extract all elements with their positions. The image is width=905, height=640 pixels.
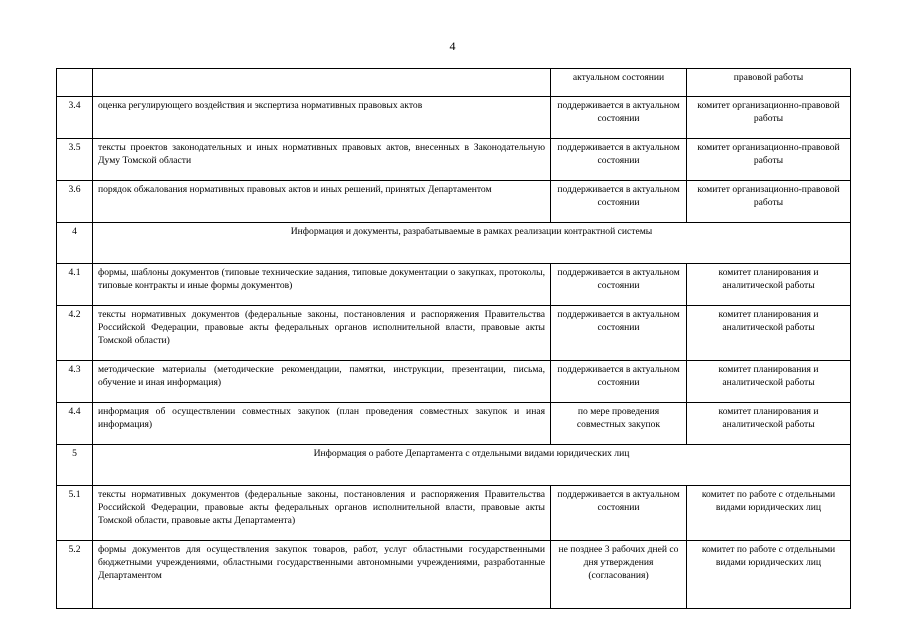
section-title: Информация и документы, разрабатываемые в рамках реализации контрактной системы [93, 223, 851, 264]
table-row [57, 361, 851, 403]
row-responsible: комитет планирования и аналитической работы [687, 403, 851, 445]
row-description: оценка регулирующего воздействия и экспертиза нормативных правовых актов [93, 97, 551, 139]
row-number: 3.5 [57, 139, 93, 181]
table-row [57, 306, 851, 361]
row-description: методические материалы (методические рекомендации, памятки, инструкции, презентации, письма, обучение и иная информация) [93, 361, 551, 403]
row-description [93, 69, 551, 97]
row-status: поддерживается в актуальном состоянии [551, 306, 687, 361]
row-description: порядок обжалования нормативных правовых актов и иных решений, принятых Департаментом [93, 181, 551, 223]
row-number: 3.4 [57, 97, 93, 139]
row-description: формы, шаблоны документов (типовые технические задания, типовые документации о закупках, протоколы, типовые контракты и иные формы документов) [93, 264, 551, 306]
row-number [57, 69, 93, 97]
section-row [57, 445, 851, 486]
row-number: 3.6 [57, 181, 93, 223]
row-responsible: комитет организационно-правовой работы [687, 181, 851, 223]
row-description: тексты нормативных документов (федеральные законы, постановления и распоряжения Правительства Российской Федерации, правовые акты федеральных органов исполнительной власти, правовые акты Томской области, правовые акты Департамента) [93, 486, 551, 541]
row-status: поддерживается в актуальном состоянии [551, 361, 687, 403]
row-status: поддерживается в актуальном состоянии [551, 139, 687, 181]
row-status: актуальном состоянии [551, 69, 687, 97]
row-status: не позднее 3 рабочих дней со дня утверждения (согласования) [551, 541, 687, 609]
table-row [57, 264, 851, 306]
row-status: по мере проведения совместных закупок [551, 403, 687, 445]
row-number: 4.3 [57, 361, 93, 403]
section-row [57, 223, 851, 264]
section-number: 5 [57, 445, 93, 486]
row-description: формы документов для осуществления закупок товаров, работ, услуг областными государственными бюджетными учреждениями, областными государственными автономными учреждениями, разработанные Департаментом [93, 541, 551, 609]
row-number: 4.4 [57, 403, 93, 445]
page-number: 4 [449, 39, 456, 53]
row-responsible: комитет планирования и аналитической работы [687, 361, 851, 403]
row-responsible: правовой работы [687, 69, 851, 97]
row-status: поддерживается в актуальном состоянии [551, 181, 687, 223]
row-number: 5.1 [57, 486, 93, 541]
section-number: 4 [57, 223, 93, 264]
row-responsible: комитет по работе с отдельными видами юридических лиц [687, 486, 851, 541]
row-status: поддерживается в актуальном состоянии [551, 97, 687, 139]
row-description: тексты нормативных документов (федеральные законы, постановления и распоряжения Правительства Российской Федерации, правовые акты федеральных органов исполнительной власти, правовые акты Томской области) [93, 306, 551, 361]
row-number: 4.2 [57, 306, 93, 361]
table-row [57, 69, 851, 97]
row-responsible: комитет по работе с отдельными видами юридических лиц [687, 541, 851, 609]
row-number: 5.2 [57, 541, 93, 609]
row-description: информация об осуществлении совместных закупок (план проведения совместных закупок и иная информация) [93, 403, 551, 445]
table-row [57, 139, 851, 181]
row-number: 4.1 [57, 264, 93, 306]
table-row [57, 486, 851, 541]
table-row [57, 541, 851, 609]
row-responsible: комитет планирования и аналитической работы [687, 264, 851, 306]
table-row [57, 181, 851, 223]
information-table [56, 68, 851, 609]
row-responsible: комитет организационно-правовой работы [687, 139, 851, 181]
table-row [57, 403, 851, 445]
table-row [57, 97, 851, 139]
row-responsible: комитет планирования и аналитической работы [687, 306, 851, 361]
section-title: Информация о работе Департамента с отдельными видами юридических лиц [93, 445, 851, 486]
row-responsible: комитет организационно-правовой работы [687, 97, 851, 139]
row-status: поддерживается в актуальном состоянии [551, 264, 687, 306]
row-description: тексты проектов законодательных и иных нормативных правовых актов, внесенных в Законодательную Думу Томской области [93, 139, 551, 181]
row-status: поддерживается в актуальном состоянии [551, 486, 687, 541]
